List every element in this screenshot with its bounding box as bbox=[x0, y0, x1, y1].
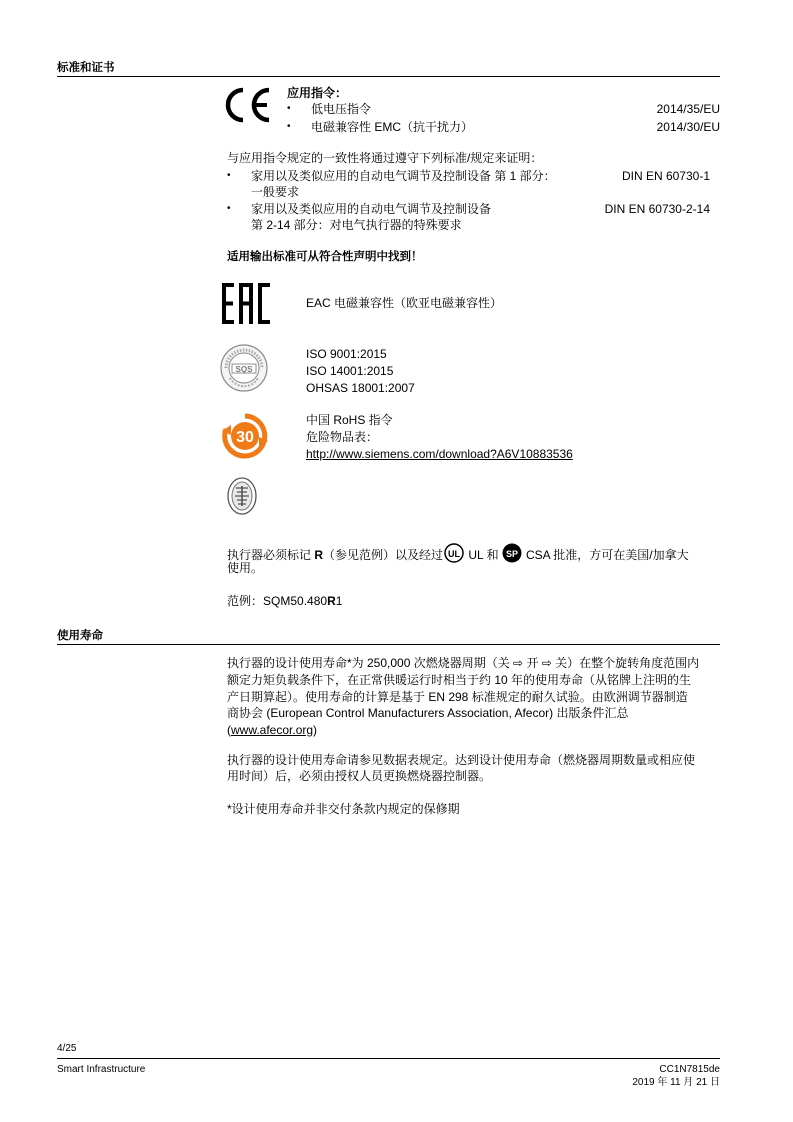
section-divider bbox=[57, 644, 720, 645]
sqs-certification-seal-icon bbox=[220, 344, 268, 392]
ce-item-low-voltage-value: 2014/35/EU bbox=[656, 102, 720, 116]
iso-9001: ISO 9001:2015 bbox=[306, 347, 387, 361]
ce-item-emc-value: 2014/30/EU bbox=[656, 120, 720, 134]
conformity-item-1-value: DIN EN 60730-1 bbox=[621, 169, 710, 183]
afecor-link-text: (www.afecor.org) bbox=[227, 723, 318, 737]
ce-item-emc: 电磁兼容性 EMC（抗干扰力） bbox=[311, 120, 474, 134]
life-p1-line3: 产日期算起）。使用寿命的计算是基于 EN 298 标准规定的耐久试验。由欧洲调节器制造 bbox=[227, 690, 688, 704]
life-footnote: *设计使用寿命并非交付条款内规定的保修期 bbox=[227, 802, 460, 816]
rohs-mark-number: 30 bbox=[236, 429, 254, 446]
afecor-link[interactable]: www.afecor.org bbox=[231, 723, 314, 737]
life-p2-line2: 用时间）后，必须由授权人员更换燃烧器控制器。 bbox=[227, 769, 492, 783]
eac-text: EAC 电磁兼容性（欧亚电磁兼容性） bbox=[306, 296, 503, 310]
conformity-item-2-line2: 第 2-14 部分：对电气执行器的特殊要求 bbox=[251, 218, 462, 232]
conformity-item-2-line1: 家用以及类似应用的自动电气调节及控制设备 bbox=[251, 202, 492, 216]
example-text: 范例：SQM50.480R1 bbox=[227, 594, 343, 608]
rohs-download-link[interactable]: http://www.siemens.com/download?A6V10883536 bbox=[306, 447, 573, 461]
ul-listed-mark-icon bbox=[444, 543, 464, 563]
rohs-line2: 危险物品表： bbox=[306, 430, 379, 444]
section-divider bbox=[57, 76, 720, 77]
footer-date: 2019 年 11 月 21 日 bbox=[632, 1077, 720, 1088]
conformity-item-1-line1: 家用以及类似应用的自动电气调节及控制设备 第 1 部分： bbox=[251, 169, 556, 183]
csa-mark-text: SP bbox=[505, 549, 518, 559]
ul-requirement-text-2: 使用。 bbox=[227, 561, 264, 575]
sqs-seal-text: SQS bbox=[235, 365, 253, 374]
ce-heading: 应用指令： bbox=[287, 86, 348, 100]
conformity-item-2-value: DIN EN 60730-2-14 bbox=[604, 202, 710, 216]
csa-mark-icon bbox=[502, 543, 522, 563]
china-certification-mark-icon bbox=[226, 476, 258, 516]
iso-14001: ISO 14001:2015 bbox=[306, 364, 394, 378]
ce-mark-icon bbox=[221, 86, 273, 124]
life-p1-line2: 额定力矩负载条件下，在正常供暖运行时相当于约 10 年的使用寿命（从铭牌上注明的生 bbox=[227, 673, 692, 687]
conformity-item-1-line2: 一般要求 bbox=[251, 185, 300, 199]
page-number: 4/25 bbox=[57, 1043, 77, 1054]
ul-requirement-text: 执行器必须标记 R（参见范例）以及经过 UL UL 和 SP CSA 批准，方可在美国/加拿大 bbox=[227, 543, 689, 563]
footer-divider bbox=[57, 1058, 720, 1059]
footer-doc-id: CC1N7815de bbox=[659, 1064, 720, 1075]
ce-item-low-voltage: 低电压指令 bbox=[311, 102, 372, 116]
life-p1-line4: 商协会 (European Control Manufacturers Association, Afecor) 出版条件汇总 bbox=[227, 706, 629, 720]
rohs-30-mark-icon bbox=[221, 413, 269, 459]
section-title-standards: 标准和证书 bbox=[57, 62, 115, 74]
life-p2-line1: 执行器的设计使用寿命请参见数据表规定。达到设计使用寿命（燃烧器周期数量或相应使 bbox=[227, 753, 696, 767]
marking-r: R bbox=[314, 548, 324, 562]
ohsas-18001: OHSAS 18001:2007 bbox=[306, 381, 415, 395]
section-title-service-life: 使用寿命 bbox=[57, 630, 103, 642]
eac-mark-icon bbox=[222, 283, 270, 324]
ul-mark-text: UL bbox=[448, 549, 461, 559]
rohs-line1: 中国 RoHS 指令 bbox=[306, 413, 393, 427]
conformity-intro: 与应用指令规定的一致性将通过遵守下列标准/规定来证明： bbox=[227, 151, 543, 165]
footer-company: Smart Infrastructure bbox=[57, 1064, 146, 1075]
life-p1-line1: 执行器的设计使用寿命*为 250,000 次燃烧器周期（关 ⇨ 开 ⇨ 关）在整个旋转角度范围内 bbox=[227, 656, 700, 670]
conformity-note: 适用输出标准可从符合性声明中找到！ bbox=[227, 251, 423, 263]
